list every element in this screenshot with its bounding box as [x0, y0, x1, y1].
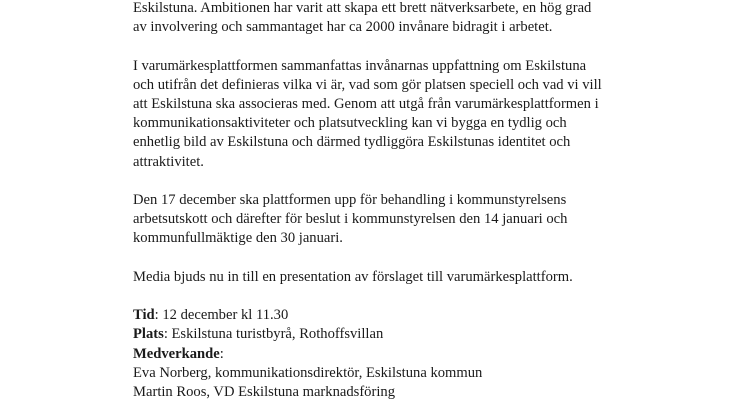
text-line: I varumärkesplattformen sammanfattas invånarnas uppfattning om Eskilstuna: [133, 57, 587, 74]
press-release-body: [133, 0, 693, 402]
text-line: av involvering och sammantaget har ca 2000 invånare bidragit i arbetet.: [133, 19, 553, 36]
paragraph-spacer: [133, 249, 693, 268]
event-participants-heading: [133, 345, 693, 364]
time-value: : 12 december kl 11.30: [154, 307, 289, 324]
place-value: : Eskilstuna turistbyrå, Rothoffsvillan: [163, 326, 384, 343]
text-line: arbetsutskott och därefter för beslut i kommunstyrelsen den 14 januari och: [133, 211, 568, 228]
text-line: enhetlig bild av Eskilstuna och därmed tydliggöra Eskilstunas identitet och: [133, 134, 571, 151]
paragraph-invitation: [133, 268, 693, 287]
event-time: [133, 306, 693, 325]
text-line: Eskilstuna. Ambitionen har varit att skapa ett brett nätverksarbete, en hög grad: [133, 0, 592, 16]
text-line: och utifrån det definieras vilka vi är, vad som gör platsen speciell och vad vi vill: [133, 76, 602, 93]
time-label: Tid: [133, 307, 155, 324]
text-line: Den 17 december ska plattformen upp för behandling i kommunstyrelsens: [133, 192, 567, 208]
participant-name: Eva Norberg, kommunikationsdirektör, Eskilstuna kommun: [133, 364, 483, 381]
paragraph-spacer: [133, 287, 693, 306]
event-place: [133, 325, 693, 344]
place-label: Plats: [133, 326, 164, 343]
paragraph-brand-platform: [133, 57, 693, 172]
paragraph-spacer: [133, 172, 693, 191]
participants-label: Medverkande: [133, 345, 220, 362]
participant-name: Martin Roos, VD Eskilstuna marknadsföring: [133, 384, 395, 400]
participants-colon: :: [219, 345, 224, 362]
paragraph-schedule: [133, 191, 693, 249]
text-line: kommunikationsaktiviteter och platsutveckling kan vi bygga en tydlig och: [133, 115, 567, 132]
text-line: attraktivitet.: [133, 153, 204, 170]
text-line: Media bjuds nu in till en presentation av förslaget till varumärkesplattform.: [133, 268, 573, 285]
text-line: att Eskilstuna ska associeras med. Genom att utgå från varumärkesplattformen i: [133, 96, 599, 112]
text-line: kommunfullmäktige den 30 januari.: [133, 230, 343, 247]
event-info: [133, 306, 693, 402]
paragraph-involvement: [133, 0, 693, 37]
paragraph-spacer: [133, 37, 693, 56]
